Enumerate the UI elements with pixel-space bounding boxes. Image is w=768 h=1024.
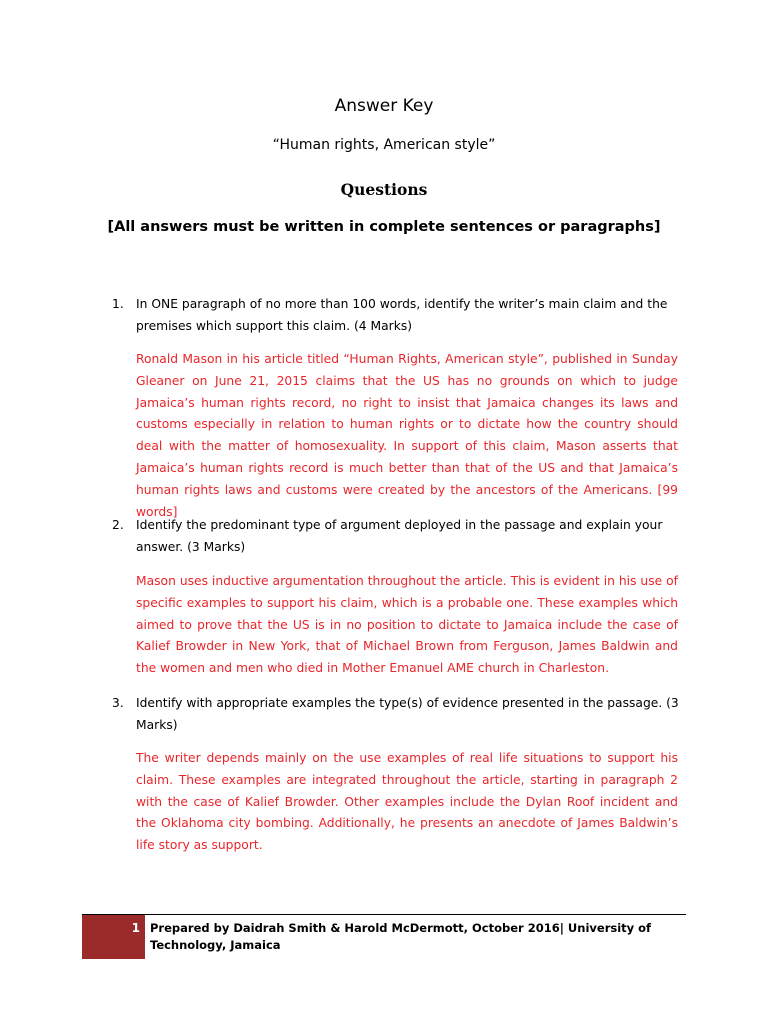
question-number: 3. bbox=[112, 696, 124, 710]
question-3 bbox=[112, 693, 682, 736]
question-1 bbox=[112, 294, 682, 337]
footer-divider bbox=[82, 914, 686, 915]
question-number: 1. bbox=[112, 297, 124, 311]
question-text: Identify the predominant type of argument deployed in the passage and explain your answer. (3 Marks) bbox=[136, 518, 663, 554]
questions-heading: Questions bbox=[340, 180, 428, 199]
page-number: 1 bbox=[131, 921, 140, 935]
question-text: Identify with appropriate examples the type(s) of evidence presented in the passage. (3 Marks) bbox=[136, 696, 679, 732]
question-number: 2. bbox=[112, 518, 124, 532]
page-title: Answer Key bbox=[334, 96, 434, 116]
article-title: “Human rights, American style” bbox=[272, 137, 496, 153]
answer-3: The writer depends mainly on the use examples of real life situations to support his claim. These examples are integrated throughout the article, starting in paragraph 2 with the case of Kalief Browder. Other examples include the Dylan Roof incident and the Oklahoma city bombing. Additionally, he presents an anecdote of James Baldwin’s life story as support. bbox=[136, 751, 678, 853]
answer-2: Mason uses inductive argumentation throughout the article. This is evident in his use of specific examples to support his claim, which is a probable one. These examples which aimed to prove that the US is in no position to dictate to Jamaica include the case of Kalief Browder in New York, that of Michael Brown from Ferguson, James Baldwin and the women and men who died in Mother Emanuel AME church in Charleston. bbox=[136, 574, 678, 676]
answer-1: Ronald Mason in his article titled “Human Rights, American style”, published in Sunday Gleaner on June 21, 2015 claims that the US has no grounds on which to judge Jamaica’s human rights record, no right to insist that Jamaica changes its laws and customs especially in relation to human rights or to dictate how the country should deal with the matter of homosexuality. In support of this claim, Mason asserts that Jamaica’s human rights record is much better than that of the US and that Jamaica’s human rights laws and customs were created by the ancestors of the Americans. [99 words] bbox=[136, 352, 678, 519]
instruction-text: [All answers must be written in complete sentences or paragraphs] bbox=[107, 219, 661, 235]
question-text: In ONE paragraph of no more than 100 words, identify the writer’s main claim and the premises which support this claim. (4 Marks) bbox=[136, 297, 668, 333]
question-2 bbox=[112, 515, 682, 558]
footer-text: Prepared by Daidrah Smith & Harold McDermott, October 2016| University of Technology, Jamaica bbox=[150, 921, 652, 952]
